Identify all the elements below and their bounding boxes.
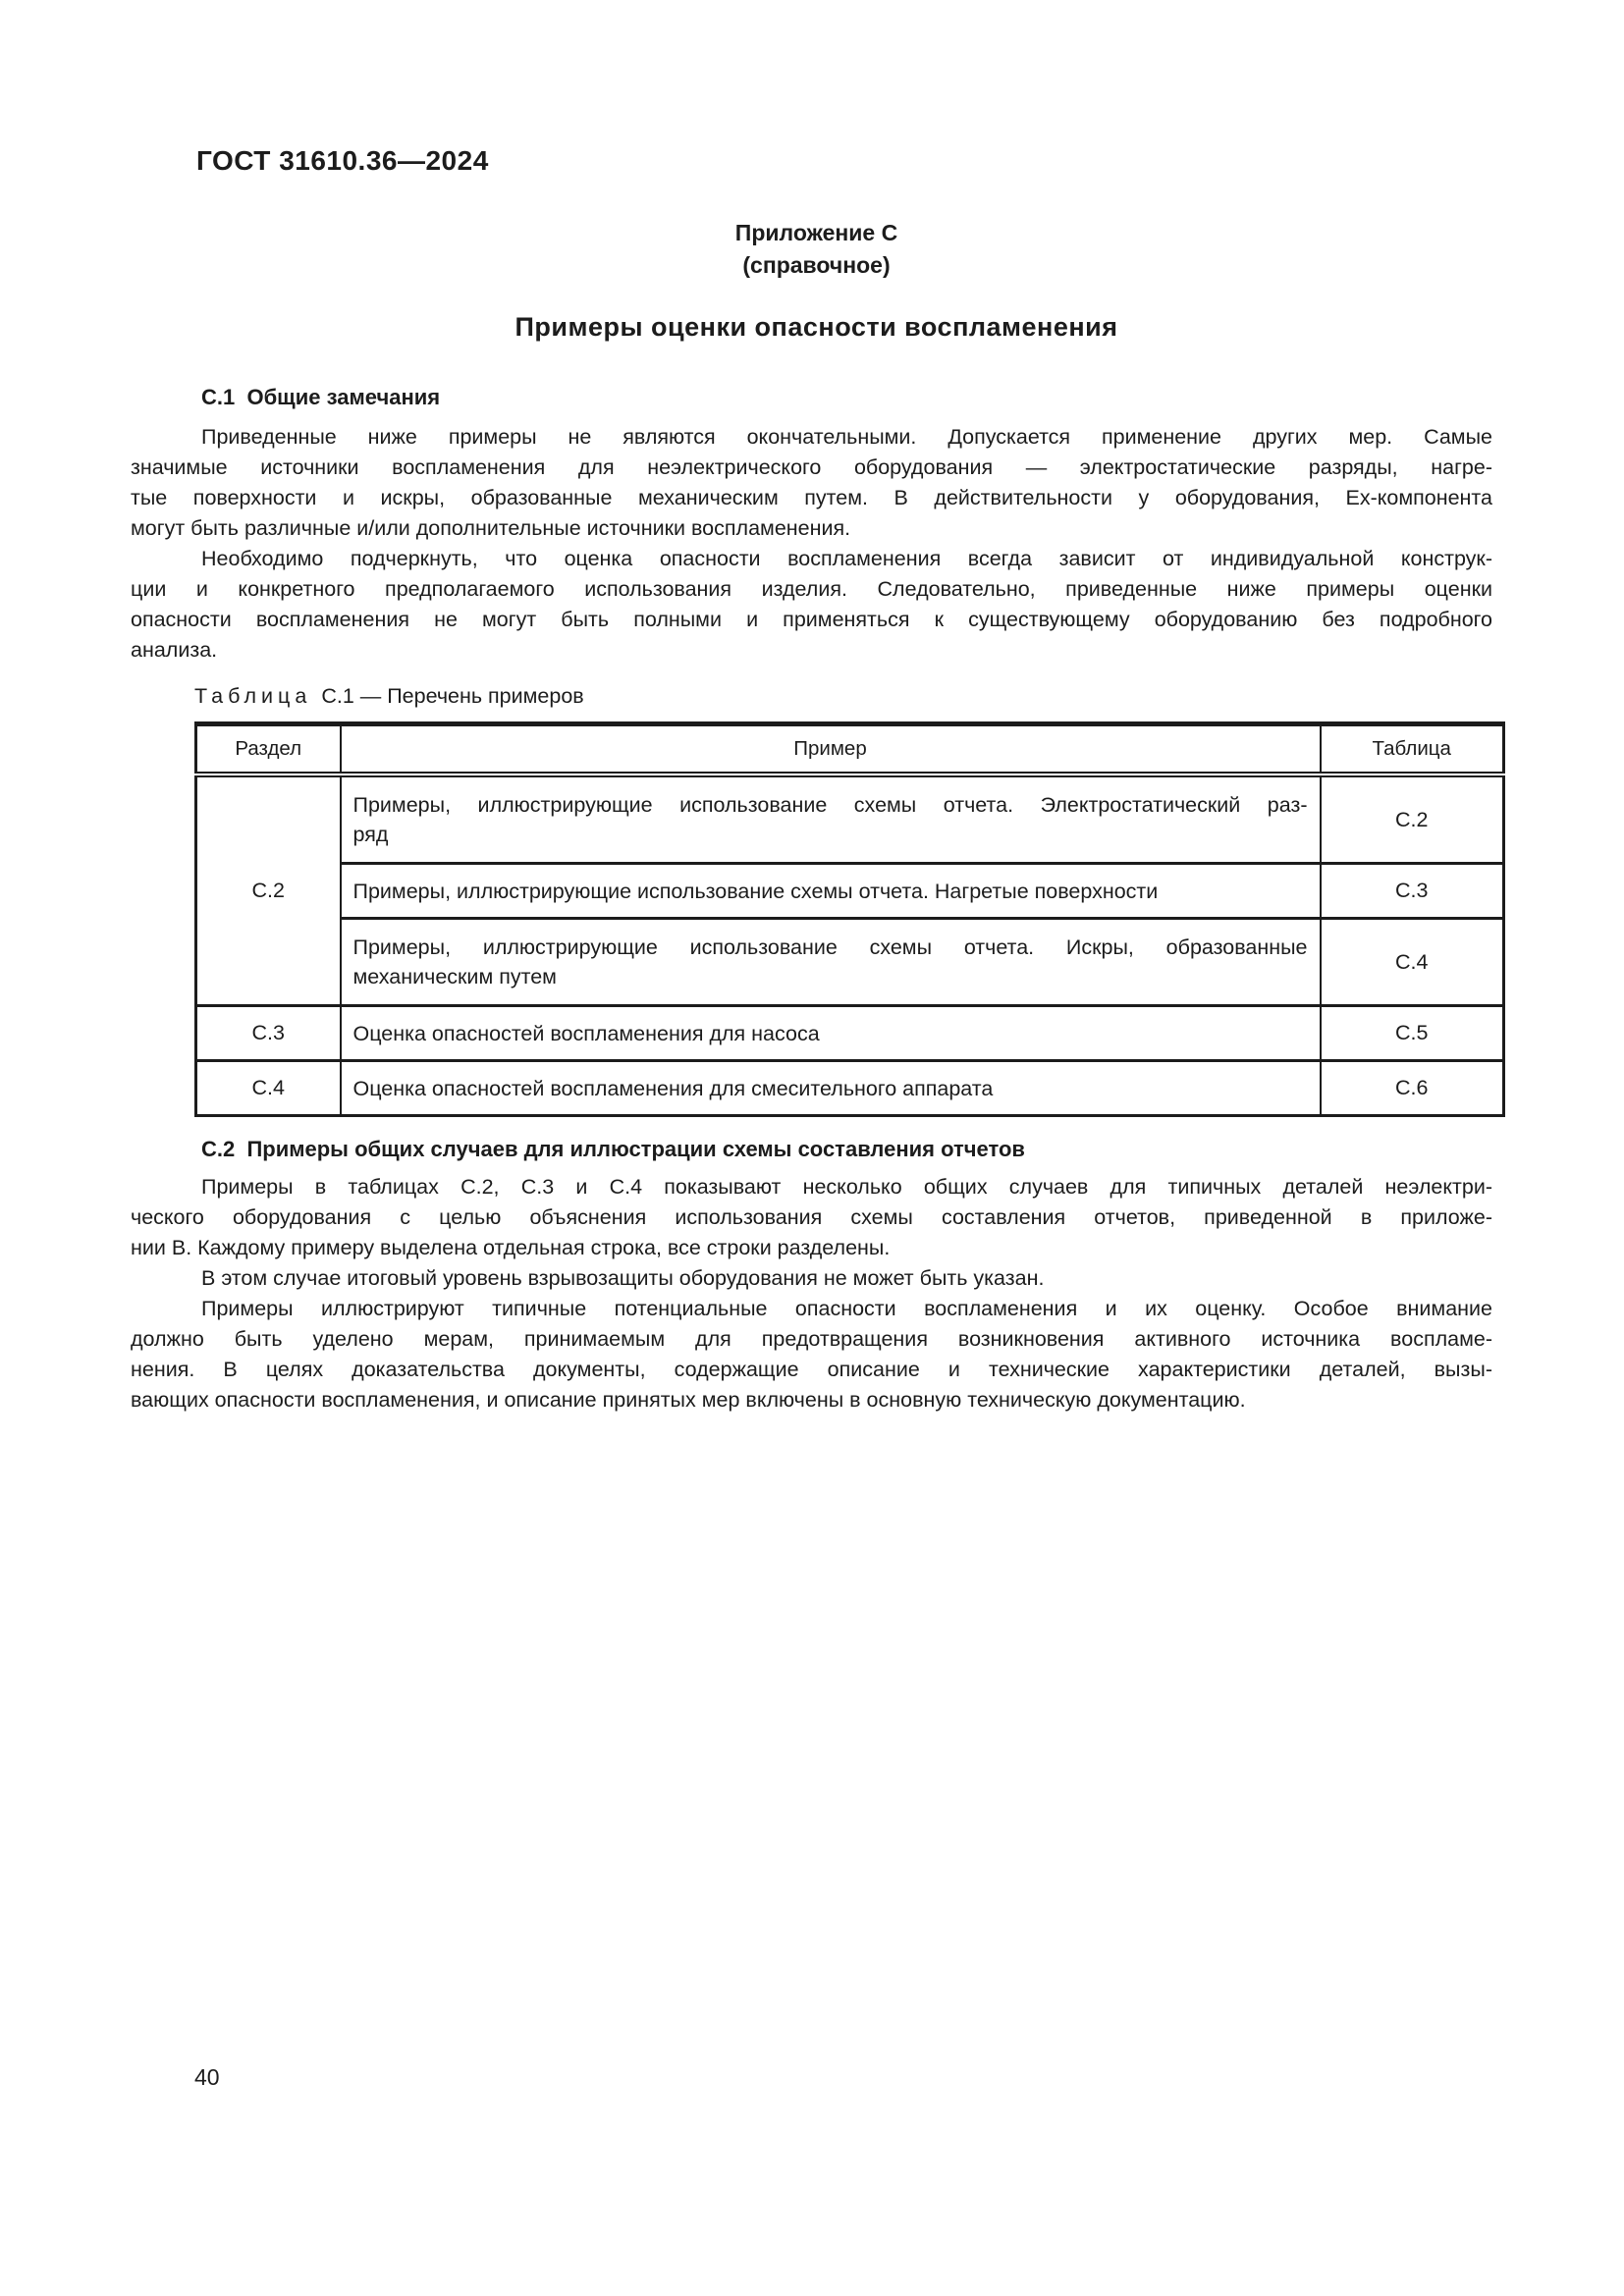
table-ref-cell: С.5 [1321, 1006, 1504, 1061]
table-row [196, 774, 1504, 864]
example-cell [341, 864, 1321, 919]
table-row [196, 1006, 1504, 1061]
text-line: анализа. [131, 638, 218, 662]
text-line: ряд [352, 823, 389, 846]
section-cell: С.3 [196, 1006, 341, 1061]
table-ref-cell: С.3 [1321, 864, 1504, 919]
text-line: должно быть уделено мерам, принимаемым для предотвращения возникновения активного источника воспламе- [131, 1327, 1492, 1351]
text-line: тые поверхности и искры, образованные механическим путем. В действительности у оборудования, Ex-компонента [131, 486, 1492, 509]
text-line: Необходимо подчеркнуть, что оценка опасности воспламенения всегда зависит от индивидуальной конструк- [201, 547, 1492, 570]
table-header-row [196, 724, 1504, 775]
table-ref-cell: С.6 [1321, 1061, 1504, 1116]
page-number: 40 [194, 2064, 220, 2090]
text-line: ции и конкретного предполагаемого использования изделия. Следовательно, приведенные ниже примеры оценки [131, 577, 1492, 601]
text-line: Примеры в таблицах С.2, С.3 и С.4 показывают несколько общих случаев для типичных деталей неэлектри- [201, 1175, 1492, 1199]
text-line: значимые источники воспламенения для неэлектрического оборудования — электростатические разряды, нагре- [131, 455, 1492, 479]
table-ref-cell: С.4 [1321, 919, 1504, 1006]
section-c1-paragraph-2 [131, 544, 1492, 666]
section-c1-heading: С.1 Общие замечания [201, 385, 441, 409]
section-c2-paragraph-3 [131, 1294, 1492, 1415]
section-c2-paragraph-2 [131, 1263, 1492, 1294]
example-cell [341, 1006, 1321, 1061]
text-line: механическим путем [352, 965, 557, 988]
text-line: Оценка опасностей воспламенения для насоса [352, 1021, 820, 1045]
text-line: нения. В целях доказательства документы, содержащие описание и технические характеристики деталей, вызы- [131, 1358, 1492, 1381]
table-ref-cell: С.2 [1321, 774, 1504, 864]
section-cell: С.2 [196, 774, 341, 1006]
table-caption-text: С.1 — Перечень примеров [321, 684, 584, 708]
column-header-table: Таблица [1321, 724, 1504, 775]
section-cell: С.4 [196, 1061, 341, 1116]
example-cell [341, 1061, 1321, 1116]
text-line: ческого оборудования с целью объяснения использования схемы составления отчетов, приведенной в приложе- [131, 1205, 1492, 1229]
running-header: ГОСТ 31610.36—2024 [196, 145, 489, 176]
text-line: Примеры, иллюстрирующие использование схемы отчета. Искры, образованные [352, 935, 1308, 959]
column-header-section: Раздел [196, 724, 341, 775]
text-line: Примеры иллюстрируют типичные потенциальные опасности воспламенения и их оценку. Особое внимание [201, 1297, 1492, 1320]
text-line: могут быть различные и/или дополнительные источники воспламенения. [131, 516, 851, 540]
text-line: Оценка опасностей воспламенения для смесительного аппарата [352, 1076, 994, 1100]
table-caption-label: Таблица [194, 684, 312, 708]
examples-table [194, 721, 1505, 1117]
text-line: Приведенные ниже примеры не являются окончательными. Допускается применение других мер. Самые [201, 425, 1492, 449]
appendix-type-note: (справочное) [742, 252, 891, 278]
section-c2-paragraph-1 [131, 1172, 1492, 1263]
text-line: опасности воспламенения не могут быть полными и применяться к существующему оборудованию без подробного [131, 608, 1492, 631]
appendix-label: Приложение С [734, 220, 898, 245]
column-header-example: Пример [341, 724, 1321, 775]
example-cell [341, 774, 1321, 864]
example-cell [341, 919, 1321, 1006]
table-caption [194, 684, 584, 709]
text-line: нии В. Каждому примеру выделена отдельная строка, все строки разделены. [131, 1236, 891, 1259]
table-row [196, 864, 1504, 919]
text-line: В этом случае итоговый уровень взрывозащиты оборудования не может быть указан. [201, 1266, 1045, 1290]
table-row [196, 919, 1504, 1006]
text-line: вающих опасности воспламенения, и описание принятых мер включены в основную техническую документацию. [131, 1388, 1246, 1412]
appendix-title: Примеры оценки опасности воспламенения [514, 312, 1118, 342]
table-row [196, 1061, 1504, 1116]
section-c2-heading: С.2 Примеры общих случаев для иллюстрации схемы составления отчетов [201, 1137, 1025, 1161]
section-c1-paragraph-1 [131, 422, 1492, 544]
text-line: Примеры, иллюстрирующие использование схемы отчета. Электростатический раз- [352, 793, 1308, 817]
text-line: Примеры, иллюстрирующие использование схемы отчета. Нагретые поверхности [352, 879, 1159, 903]
